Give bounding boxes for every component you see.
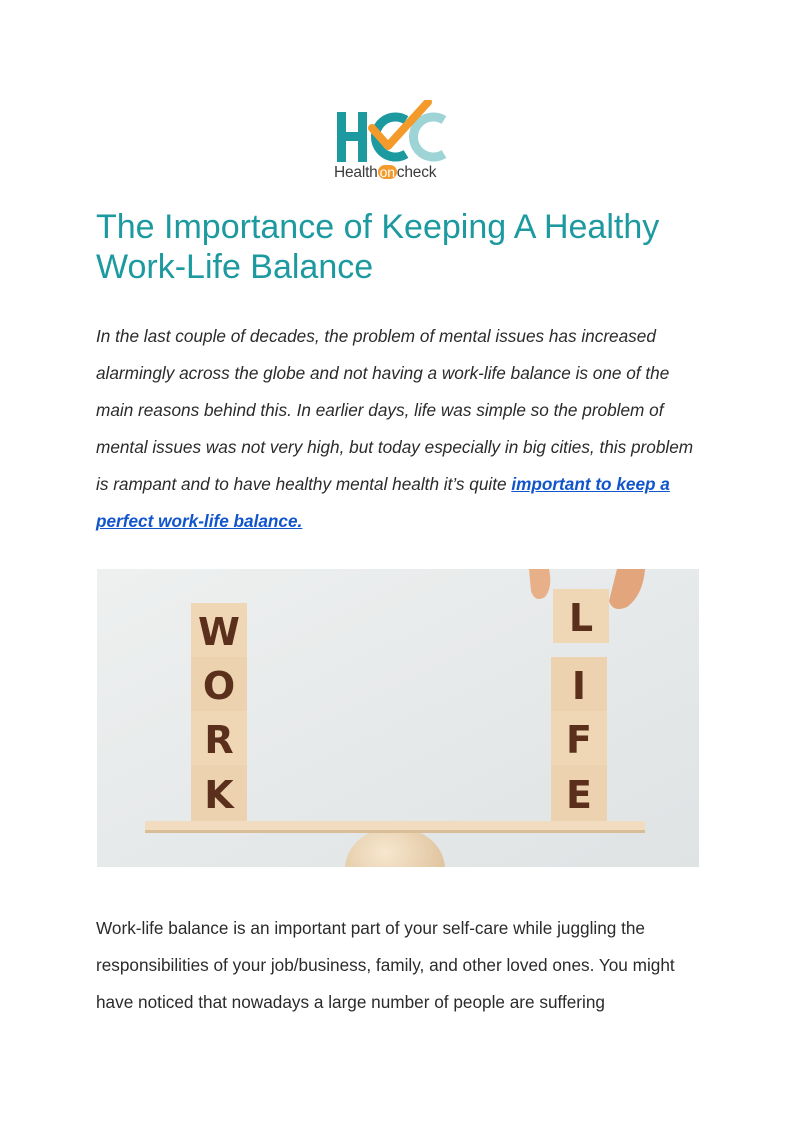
life-letter-f: F [566,718,592,762]
brand-suffix: check [396,164,437,181]
hcc-monogram-icon [334,100,460,166]
body-paragraph: Work-life balance is an important part of your self-care while juggling the responsibilities of your job/business, family, and other loved ones. You might have noticed that nowadays a large number of people are suffering [96,918,675,1012]
intro-paragraph [96,318,706,540]
healthoncheck-logo [334,100,460,186]
balance-scale-illustration [97,569,699,867]
brand-wordmark [334,164,460,182]
life-blocks [551,589,609,821]
article-title: The Importance of Keeping A Healthy Work-Life Balance [96,208,660,286]
work-life-balance-image [97,569,699,867]
intro-text: In the last couple of decades, the problem of mental issues has increased alarmingly across the globe and not having a work-life balance is one of the main reasons behind this. In earlier days, life was simple so the problem of mental issues was not very high, but today especially in big cities, this problem is rampant and to have healthy mental health it’s quite [96,326,694,494]
brand-middle: on [379,164,395,180]
work-letter-r: R [204,718,234,762]
life-letter-e: E [566,773,592,817]
life-letter-i: I [571,664,587,708]
work-life-balance-link[interactable]: important to keep a perfect work-life balance. [96,474,670,531]
work-letter-w: W [198,610,240,654]
brand-prefix: Health [334,164,378,181]
work-letter-k: K [204,773,234,817]
work-blocks [191,603,247,821]
work-letter-o: O [202,664,236,708]
life-letter-l: L [568,596,594,640]
